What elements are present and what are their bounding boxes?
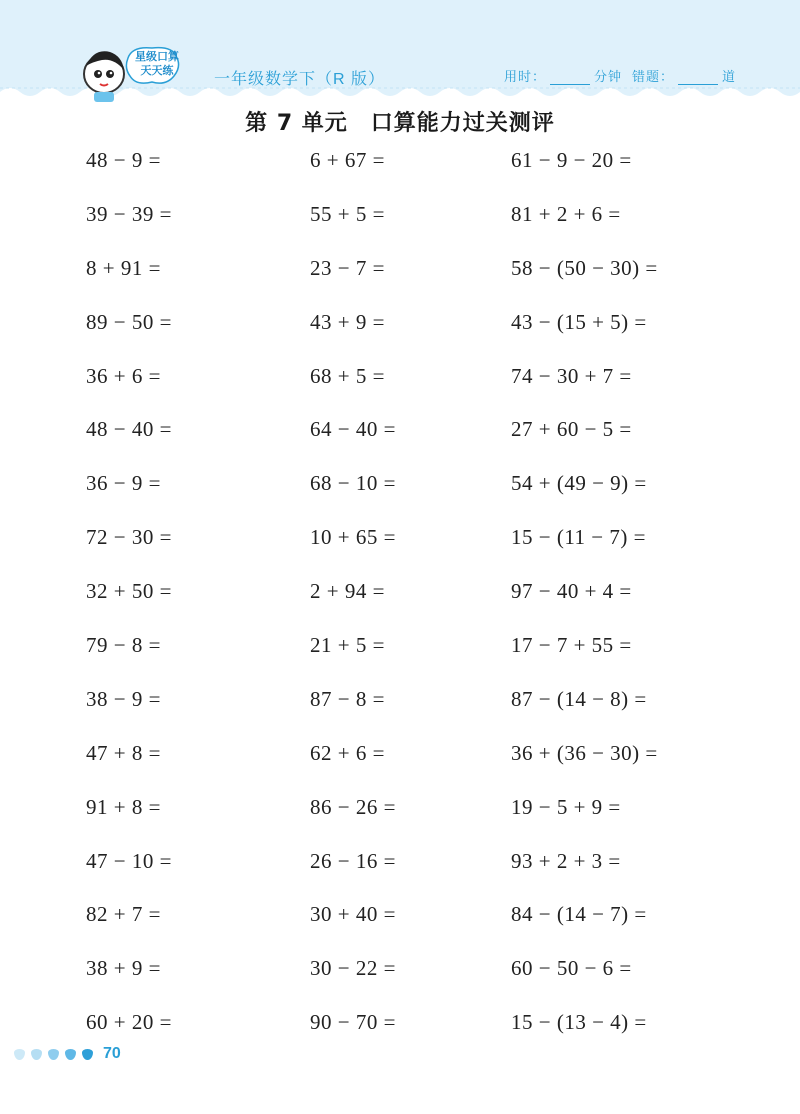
logo-mascot <box>80 40 220 102</box>
problem-item: 39 − 39 = <box>86 201 172 226</box>
problem-item: 81 + 2 + 6 = <box>511 201 621 226</box>
problem-row <box>0 140 800 194</box>
problem-row <box>0 571 800 625</box>
stats-bar <box>504 66 736 85</box>
errors-label: 错题： <box>632 69 675 84</box>
problem-row <box>0 194 800 248</box>
problem-row <box>0 302 800 356</box>
problem-item: 86 − 26 = <box>310 794 396 819</box>
problem-row <box>0 894 800 948</box>
time-blank[interactable] <box>550 70 590 85</box>
minute-label: 分钟 <box>594 69 623 84</box>
problem-item: 72 − 30 = <box>86 525 172 550</box>
problem-item: 15 − (13 − 4) = <box>511 1010 647 1035</box>
footer-drop-icon <box>48 1049 59 1060</box>
problem-item: 30 − 22 = <box>310 956 396 981</box>
problem-row <box>0 517 800 571</box>
problem-item: 97 − 40 + 4 = <box>511 579 632 604</box>
problem-item: 60 − 50 − 6 = <box>511 956 632 981</box>
problem-item: 48 − 9 = <box>86 148 161 172</box>
problem-item: 36 + 6 = <box>86 363 161 388</box>
problem-item: 82 + 7 = <box>86 902 161 927</box>
problem-item: 26 − 16 = <box>310 848 396 873</box>
problem-item: 61 − 9 − 20 = <box>511 148 632 172</box>
problem-item: 38 + 9 = <box>86 956 161 981</box>
problem-item: 74 − 30 + 7 = <box>511 363 632 388</box>
problem-item: 90 − 70 = <box>310 1010 396 1035</box>
footer-drop-icon <box>14 1049 25 1060</box>
footer-drop-icon <box>82 1049 93 1060</box>
problem-item: 87 − 8 = <box>310 686 385 711</box>
problem-item: 2 + 94 = <box>310 579 385 604</box>
problem-grid <box>0 140 800 1056</box>
problem-item: 10 + 65 = <box>310 525 396 550</box>
problem-item: 91 + 8 = <box>86 794 161 819</box>
problem-item: 32 + 50 = <box>86 579 172 604</box>
page-footer <box>14 1045 121 1063</box>
problem-row <box>0 625 800 679</box>
problem-item: 19 − 5 + 9 = <box>511 794 621 819</box>
logo-text: 星级口算天天练 <box>135 50 179 77</box>
problem-item: 68 + 5 = <box>310 363 385 388</box>
problem-item: 30 + 40 = <box>310 902 396 927</box>
problem-item: 62 + 6 = <box>310 740 385 765</box>
problem-item: 38 − 9 = <box>86 686 161 711</box>
time-label: 用时： <box>504 69 547 84</box>
problem-item: 58 − (50 − 30) = <box>511 255 658 280</box>
problem-row <box>0 463 800 517</box>
problem-item: 54 + (49 − 9) = <box>511 471 647 496</box>
problem-item: 60 + 20 = <box>86 1010 172 1035</box>
footer-drop-icon <box>65 1049 76 1060</box>
errors-blank[interactable] <box>678 70 718 85</box>
count-label: 道 <box>722 69 737 84</box>
problem-row <box>0 948 800 1002</box>
problem-item: 15 − (11 − 7) = <box>511 525 646 550</box>
problem-item: 47 − 10 = <box>86 848 172 873</box>
book-subtitle: 一年级数学下（R 版） <box>214 71 386 88</box>
problem-row <box>0 356 800 410</box>
footer-drop-icon <box>31 1049 42 1060</box>
problem-item: 6 + 67 = <box>310 148 385 172</box>
problem-item: 68 − 10 = <box>310 471 396 496</box>
problem-item: 17 − 7 + 55 = <box>511 633 632 658</box>
problem-item: 36 + (36 − 30) = <box>511 740 658 765</box>
problem-item: 43 + 9 = <box>310 309 385 334</box>
problem-item: 48 − 40 = <box>86 417 172 442</box>
problem-item: 64 − 40 = <box>310 417 396 442</box>
problem-item: 8 + 91 = <box>86 255 161 280</box>
problem-row <box>0 679 800 733</box>
problem-item: 89 − 50 = <box>86 309 172 334</box>
problem-item: 36 − 9 = <box>86 471 161 496</box>
problem-item: 93 + 2 + 3 = <box>511 848 621 873</box>
problem-item: 47 + 8 = <box>86 740 161 765</box>
problem-row <box>0 787 800 841</box>
problem-item: 87 − (14 − 8) = <box>511 686 647 711</box>
problem-item: 55 + 5 = <box>310 201 385 226</box>
problem-item: 21 + 5 = <box>310 633 385 658</box>
problem-item: 27 + 60 − 5 = <box>511 417 632 442</box>
problem-item: 84 − (14 − 7) = <box>511 902 647 927</box>
problem-row <box>0 733 800 787</box>
page-number: 70 <box>103 1045 121 1062</box>
problem-row <box>0 409 800 463</box>
page-title: 第 7 单元 口算能力过关测评 <box>245 111 555 136</box>
problem-item: 43 − (15 + 5) = <box>511 309 647 334</box>
problem-row <box>0 841 800 895</box>
problem-item: 23 − 7 = <box>310 255 385 280</box>
problem-item: 79 − 8 = <box>86 633 161 658</box>
problem-row <box>0 248 800 302</box>
